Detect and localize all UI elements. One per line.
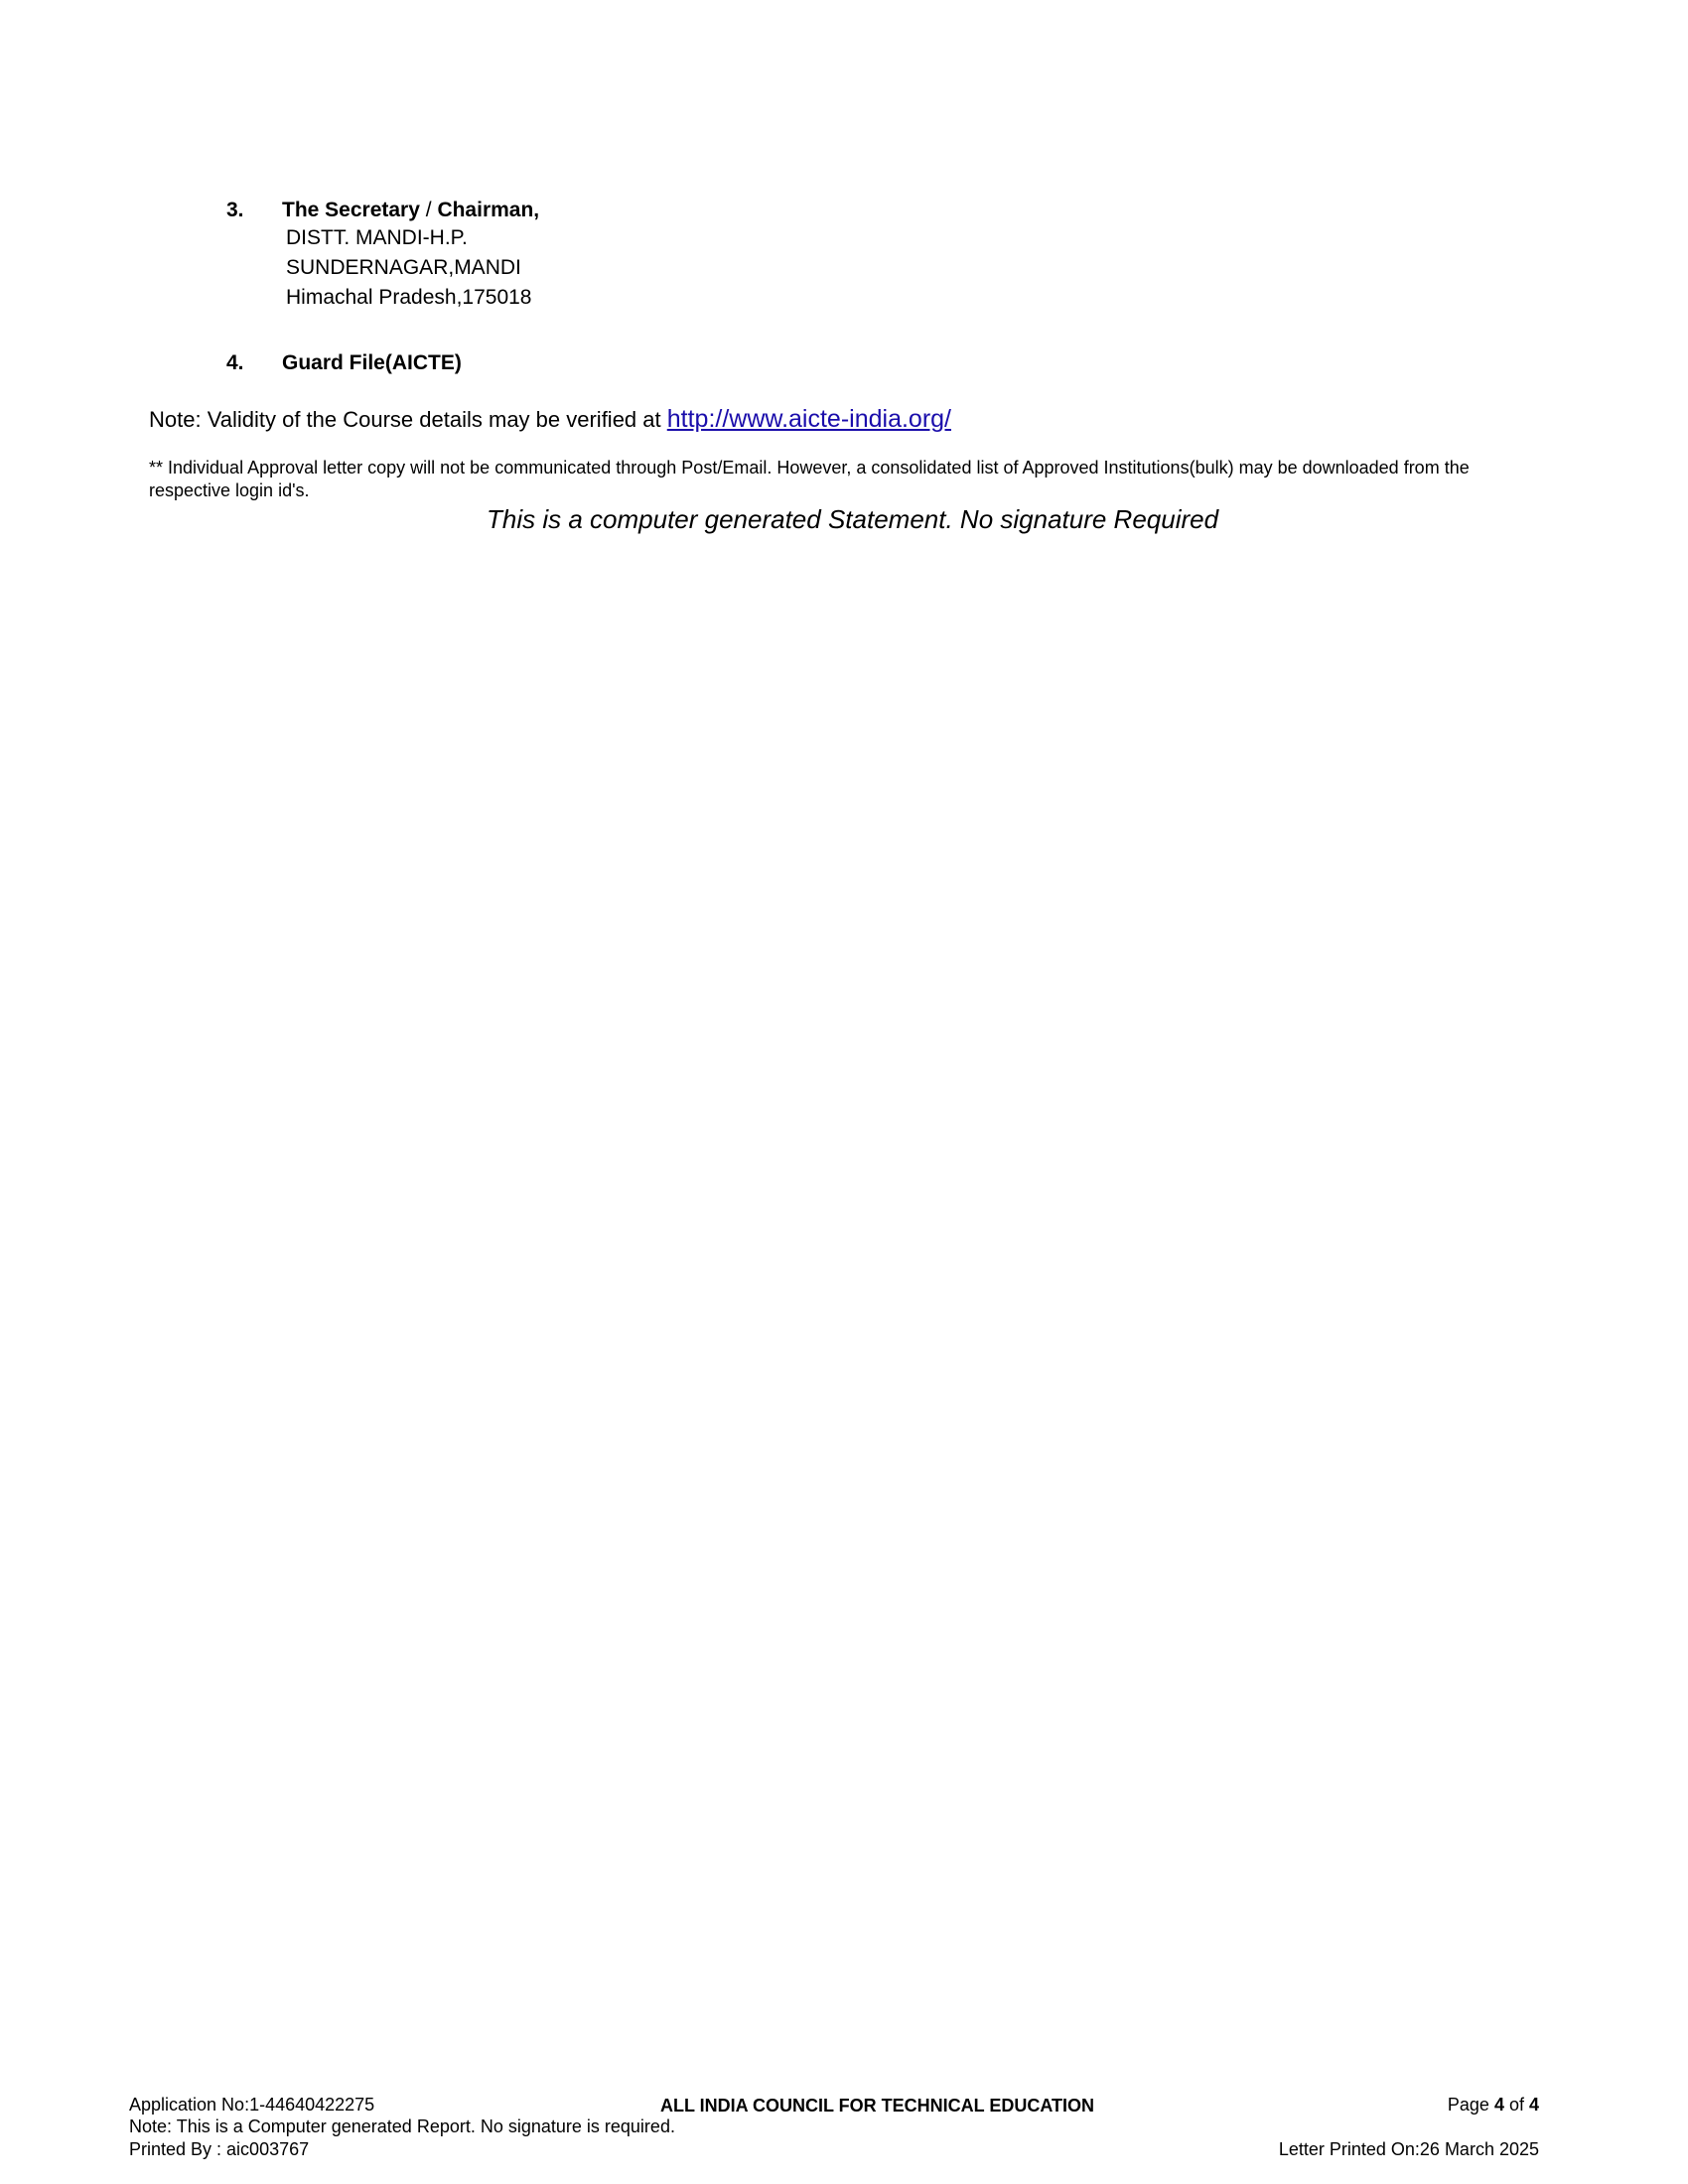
computer-generated-statement: This is a computer generated Statement. No signature Required bbox=[487, 504, 1219, 534]
recipient-4-title: Guard File(AICTE) bbox=[282, 351, 462, 374]
address-line: Himachal Pradesh,175018 bbox=[286, 286, 532, 309]
footer-printed-on: Letter Printed On:26 March 2025 bbox=[1278, 2139, 1539, 2159]
footer-page-number bbox=[1448, 2095, 1539, 2116]
recipient-3-title-secretary: The Secretary bbox=[282, 199, 420, 221]
footer-printed-by: Printed By : aic003767 bbox=[129, 2139, 310, 2159]
footer-application-no: Application No:1-44640422275 bbox=[129, 2095, 375, 2115]
page-label: Page bbox=[1447, 2095, 1494, 2115]
recipient-3-number: 3. bbox=[226, 199, 244, 221]
validity-note-text: Note: Validity of the Course details may be verified at bbox=[149, 407, 667, 432]
page-total: 4 bbox=[1528, 2095, 1539, 2115]
recipient-3-title bbox=[282, 199, 539, 222]
address-line: DISTT. MANDI-H.P. bbox=[286, 226, 468, 249]
footer-report-note: Note: This is a Computer generated Report. No signature is required. bbox=[129, 2116, 675, 2136]
recipient-3-title-separator: / bbox=[419, 199, 438, 221]
disclaimer-text: ** Individual Approval letter copy will not be communicated through Post/Email. However, a consolidated list of Approved Institutions(bulk) may be downloaded from the respective login id's. bbox=[149, 458, 1470, 500]
recipient-3-address bbox=[286, 223, 532, 313]
page-current: 4 bbox=[1493, 2095, 1504, 2115]
validity-note bbox=[149, 405, 951, 434]
recipient-3-title-chairman: Chairman, bbox=[437, 199, 540, 221]
address-line: SUNDERNAGAR,MANDI bbox=[286, 256, 521, 279]
aicte-link[interactable]: http://www.aicte-india.org/ bbox=[666, 405, 951, 433]
footer-organization: ALL INDIA COUNCIL FOR TECHNICAL EDUCATION bbox=[660, 2096, 1094, 2116]
recipient-4-number: 4. bbox=[226, 351, 244, 374]
page-of-label: of bbox=[1503, 2095, 1529, 2115]
